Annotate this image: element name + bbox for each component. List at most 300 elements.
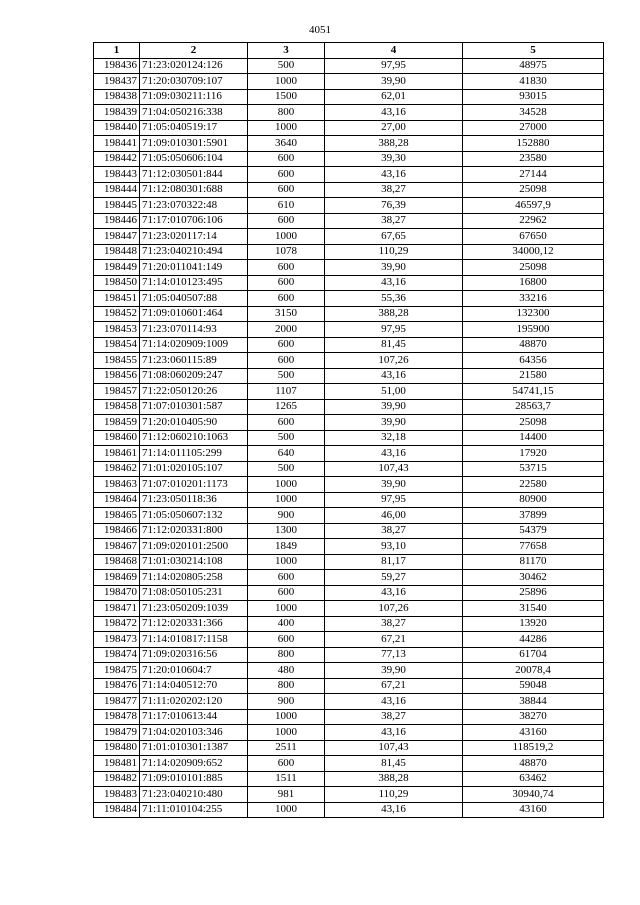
area-cell: 1107 bbox=[248, 384, 325, 400]
rate-cell: 59,27 bbox=[325, 570, 463, 586]
rate-cell: 39,90 bbox=[325, 663, 463, 679]
area-cell: 1000 bbox=[248, 709, 325, 725]
cadastral-number-cell: 71:04:020103:346 bbox=[140, 725, 248, 741]
cadastral-number-cell: 71:09:030211:116 bbox=[140, 89, 248, 105]
table-row bbox=[94, 709, 604, 725]
rate-cell: 97,95 bbox=[325, 58, 463, 74]
table-row bbox=[94, 74, 604, 90]
area-cell: 1000 bbox=[248, 601, 325, 617]
value-cell: 27144 bbox=[463, 167, 604, 183]
cadastral-number-cell: 71:22:050120:26 bbox=[140, 384, 248, 400]
value-cell: 80900 bbox=[463, 492, 604, 508]
row-number-cell: 198482 bbox=[94, 771, 140, 787]
row-number-cell: 198454 bbox=[94, 337, 140, 353]
area-cell: 610 bbox=[248, 198, 325, 214]
table-row bbox=[94, 601, 604, 617]
table-row bbox=[94, 740, 604, 756]
cadastral-number-cell: 71:04:050216:338 bbox=[140, 105, 248, 121]
table-row bbox=[94, 570, 604, 586]
table-row bbox=[94, 229, 604, 245]
area-cell: 1000 bbox=[248, 554, 325, 570]
cadastral-number-cell: 71:12:080301:688 bbox=[140, 182, 248, 198]
cadastral-number-cell: 71:23:020117:14 bbox=[140, 229, 248, 245]
value-cell: 16800 bbox=[463, 275, 604, 291]
area-cell: 600 bbox=[248, 275, 325, 291]
row-number-cell: 198448 bbox=[94, 244, 140, 260]
row-number-cell: 198453 bbox=[94, 322, 140, 338]
value-cell: 118519,2 bbox=[463, 740, 604, 756]
row-number-cell: 198443 bbox=[94, 167, 140, 183]
area-cell: 1265 bbox=[248, 399, 325, 415]
row-number-cell: 198468 bbox=[94, 554, 140, 570]
cadastral-number-cell: 71:05:050606:104 bbox=[140, 151, 248, 167]
row-number-cell: 198463 bbox=[94, 477, 140, 493]
area-cell: 1849 bbox=[248, 539, 325, 555]
rate-cell: 55,36 bbox=[325, 291, 463, 307]
row-number-cell: 198467 bbox=[94, 539, 140, 555]
cadastral-number-cell: 71:05:050607:132 bbox=[140, 508, 248, 524]
rate-cell: 39,90 bbox=[325, 260, 463, 276]
rate-cell: 27,00 bbox=[325, 120, 463, 136]
table-row bbox=[94, 58, 604, 74]
cadastral-number-cell: 71:14:010817:1158 bbox=[140, 632, 248, 648]
cadastral-number-cell: 71:12:020331:800 bbox=[140, 523, 248, 539]
value-cell: 195900 bbox=[463, 322, 604, 338]
column-header: 5 bbox=[463, 43, 604, 59]
value-cell: 59048 bbox=[463, 678, 604, 694]
cadastral-number-cell: 71:23:070114:93 bbox=[140, 322, 248, 338]
rate-cell: 62,01 bbox=[325, 89, 463, 105]
value-cell: 25896 bbox=[463, 585, 604, 601]
area-cell: 600 bbox=[248, 415, 325, 431]
row-number-cell: 198483 bbox=[94, 787, 140, 803]
table-row bbox=[94, 89, 604, 105]
table-row bbox=[94, 182, 604, 198]
rate-cell: 46,00 bbox=[325, 508, 463, 524]
table-row bbox=[94, 694, 604, 710]
table-row bbox=[94, 663, 604, 679]
area-cell: 400 bbox=[248, 616, 325, 632]
table-row bbox=[94, 461, 604, 477]
rate-cell: 43,16 bbox=[325, 368, 463, 384]
table-row bbox=[94, 136, 604, 152]
cadastral-number-cell: 71:07:010301:587 bbox=[140, 399, 248, 415]
table-row bbox=[94, 275, 604, 291]
cadastral-number-cell: 71:09:010301:5901 bbox=[140, 136, 248, 152]
row-number-cell: 198480 bbox=[94, 740, 140, 756]
area-cell: 900 bbox=[248, 694, 325, 710]
row-number-cell: 198450 bbox=[94, 275, 140, 291]
cadastral-number-cell: 71:14:020909:1009 bbox=[140, 337, 248, 353]
cadastral-number-cell: 71:23:040210:480 bbox=[140, 787, 248, 803]
row-number-cell: 198445 bbox=[94, 198, 140, 214]
rate-cell: 43,16 bbox=[325, 105, 463, 121]
row-number-cell: 198456 bbox=[94, 368, 140, 384]
value-cell: 63462 bbox=[463, 771, 604, 787]
value-cell: 20078,4 bbox=[463, 663, 604, 679]
row-number-cell: 198474 bbox=[94, 647, 140, 663]
row-number-cell: 198451 bbox=[94, 291, 140, 307]
rate-cell: 388,28 bbox=[325, 306, 463, 322]
row-number-cell: 198470 bbox=[94, 585, 140, 601]
area-cell: 1000 bbox=[248, 725, 325, 741]
value-cell: 54379 bbox=[463, 523, 604, 539]
area-cell: 800 bbox=[248, 678, 325, 694]
rate-cell: 38,27 bbox=[325, 213, 463, 229]
table-row bbox=[94, 585, 604, 601]
table-row bbox=[94, 802, 604, 818]
rate-cell: 110,29 bbox=[325, 787, 463, 803]
table-row bbox=[94, 384, 604, 400]
cadastral-number-cell: 71:12:030501:844 bbox=[140, 167, 248, 183]
value-cell: 34000,12 bbox=[463, 244, 604, 260]
table-row bbox=[94, 322, 604, 338]
table-row bbox=[94, 120, 604, 136]
table-row bbox=[94, 105, 604, 121]
table-row bbox=[94, 446, 604, 462]
row-number-cell: 198436 bbox=[94, 58, 140, 74]
area-cell: 900 bbox=[248, 508, 325, 524]
value-cell: 30462 bbox=[463, 570, 604, 586]
table-row bbox=[94, 353, 604, 369]
row-number-cell: 198439 bbox=[94, 105, 140, 121]
area-cell: 981 bbox=[248, 787, 325, 803]
row-number-cell: 198442 bbox=[94, 151, 140, 167]
area-cell: 1500 bbox=[248, 89, 325, 105]
row-number-cell: 198464 bbox=[94, 492, 140, 508]
value-cell: 46597,9 bbox=[463, 198, 604, 214]
cadastral-number-cell: 71:08:050105:231 bbox=[140, 585, 248, 601]
cadastral-number-cell: 71:01:010301:1387 bbox=[140, 740, 248, 756]
cadastral-number-cell: 71:07:010201:1173 bbox=[140, 477, 248, 493]
table-row bbox=[94, 430, 604, 446]
area-cell: 2000 bbox=[248, 322, 325, 338]
table-row bbox=[94, 198, 604, 214]
table-row bbox=[94, 306, 604, 322]
table-row bbox=[94, 771, 604, 787]
value-cell: 25098 bbox=[463, 182, 604, 198]
row-number-cell: 198477 bbox=[94, 694, 140, 710]
table-row bbox=[94, 647, 604, 663]
row-number-cell: 198459 bbox=[94, 415, 140, 431]
row-number-cell: 198484 bbox=[94, 802, 140, 818]
value-cell: 28563,7 bbox=[463, 399, 604, 415]
row-number-cell: 198446 bbox=[94, 213, 140, 229]
area-cell: 1300 bbox=[248, 523, 325, 539]
row-number-cell: 198471 bbox=[94, 601, 140, 617]
value-cell: 22962 bbox=[463, 213, 604, 229]
rate-cell: 39,90 bbox=[325, 477, 463, 493]
area-cell: 600 bbox=[248, 167, 325, 183]
rate-cell: 67,21 bbox=[325, 678, 463, 694]
page-number: 4051 bbox=[309, 24, 331, 36]
rate-cell: 93,10 bbox=[325, 539, 463, 555]
cadastral-number-cell: 71:11:010104:255 bbox=[140, 802, 248, 818]
row-number-cell: 198440 bbox=[94, 120, 140, 136]
area-cell: 1078 bbox=[248, 244, 325, 260]
area-cell: 800 bbox=[248, 105, 325, 121]
row-number-cell: 198461 bbox=[94, 446, 140, 462]
area-cell: 600 bbox=[248, 756, 325, 772]
cadastral-number-cell: 71:11:020202:120 bbox=[140, 694, 248, 710]
row-number-cell: 198469 bbox=[94, 570, 140, 586]
cadastral-number-cell: 71:17:010706:106 bbox=[140, 213, 248, 229]
table-row bbox=[94, 787, 604, 803]
table-row bbox=[94, 337, 604, 353]
value-cell: 43160 bbox=[463, 725, 604, 741]
rate-cell: 39,90 bbox=[325, 415, 463, 431]
cadastral-number-cell: 71:08:060209:247 bbox=[140, 368, 248, 384]
value-cell: 30940,74 bbox=[463, 787, 604, 803]
table-row bbox=[94, 725, 604, 741]
rate-cell: 38,27 bbox=[325, 709, 463, 725]
value-cell: 14400 bbox=[463, 430, 604, 446]
rate-cell: 388,28 bbox=[325, 771, 463, 787]
value-cell: 17920 bbox=[463, 446, 604, 462]
rate-cell: 97,95 bbox=[325, 492, 463, 508]
header-row bbox=[94, 43, 604, 59]
table-row bbox=[94, 415, 604, 431]
area-cell: 3150 bbox=[248, 306, 325, 322]
value-cell: 93015 bbox=[463, 89, 604, 105]
area-cell: 1000 bbox=[248, 74, 325, 90]
table-row bbox=[94, 244, 604, 260]
rate-cell: 43,16 bbox=[325, 275, 463, 291]
rate-cell: 110,29 bbox=[325, 244, 463, 260]
area-cell: 1000 bbox=[248, 229, 325, 245]
table-row bbox=[94, 492, 604, 508]
value-cell: 53715 bbox=[463, 461, 604, 477]
row-number-cell: 198437 bbox=[94, 74, 140, 90]
cadastral-number-cell: 71:14:020805:258 bbox=[140, 570, 248, 586]
value-cell: 43160 bbox=[463, 802, 604, 818]
value-cell: 27000 bbox=[463, 120, 604, 136]
rate-cell: 76,39 bbox=[325, 198, 463, 214]
table-row bbox=[94, 151, 604, 167]
value-cell: 25098 bbox=[463, 415, 604, 431]
value-cell: 48870 bbox=[463, 756, 604, 772]
area-cell: 600 bbox=[248, 213, 325, 229]
value-cell: 38270 bbox=[463, 709, 604, 725]
cadastral-number-cell: 71:09:010601:464 bbox=[140, 306, 248, 322]
table-body bbox=[94, 58, 604, 818]
rate-cell: 38,27 bbox=[325, 182, 463, 198]
area-cell: 500 bbox=[248, 461, 325, 477]
table-row bbox=[94, 477, 604, 493]
rate-cell: 43,16 bbox=[325, 167, 463, 183]
value-cell: 37899 bbox=[463, 508, 604, 524]
area-cell: 640 bbox=[248, 446, 325, 462]
row-number-cell: 198458 bbox=[94, 399, 140, 415]
rate-cell: 388,28 bbox=[325, 136, 463, 152]
rate-cell: 107,26 bbox=[325, 601, 463, 617]
table-row bbox=[94, 291, 604, 307]
row-number-cell: 198476 bbox=[94, 678, 140, 694]
cadastral-number-cell: 71:12:060210:1063 bbox=[140, 430, 248, 446]
data-table bbox=[93, 42, 604, 818]
row-number-cell: 198452 bbox=[94, 306, 140, 322]
cadastral-number-cell: 71:23:040210:494 bbox=[140, 244, 248, 260]
value-cell: 22580 bbox=[463, 477, 604, 493]
rate-cell: 39,90 bbox=[325, 399, 463, 415]
value-cell: 21580 bbox=[463, 368, 604, 384]
row-number-cell: 198475 bbox=[94, 663, 140, 679]
area-cell: 500 bbox=[248, 58, 325, 74]
area-cell: 600 bbox=[248, 632, 325, 648]
row-number-cell: 198449 bbox=[94, 260, 140, 276]
column-header: 2 bbox=[140, 43, 248, 59]
area-cell: 1511 bbox=[248, 771, 325, 787]
row-number-cell: 198457 bbox=[94, 384, 140, 400]
rate-cell: 43,16 bbox=[325, 802, 463, 818]
area-cell: 800 bbox=[248, 647, 325, 663]
area-cell: 600 bbox=[248, 260, 325, 276]
table-row bbox=[94, 616, 604, 632]
cadastral-number-cell: 71:14:011105:299 bbox=[140, 446, 248, 462]
row-number-cell: 198438 bbox=[94, 89, 140, 105]
rate-cell: 39,30 bbox=[325, 151, 463, 167]
rate-cell: 51,00 bbox=[325, 384, 463, 400]
area-cell: 600 bbox=[248, 182, 325, 198]
row-number-cell: 198478 bbox=[94, 709, 140, 725]
value-cell: 13920 bbox=[463, 616, 604, 632]
rate-cell: 43,16 bbox=[325, 446, 463, 462]
cadastral-number-cell: 71:23:050209:1039 bbox=[140, 601, 248, 617]
table-row bbox=[94, 756, 604, 772]
cadastral-number-cell: 71:17:010613:44 bbox=[140, 709, 248, 725]
cadastral-number-cell: 71:20:010604:7 bbox=[140, 663, 248, 679]
rate-cell: 38,27 bbox=[325, 523, 463, 539]
cadastral-number-cell: 71:01:020105:107 bbox=[140, 461, 248, 477]
table-row bbox=[94, 554, 604, 570]
area-cell: 2511 bbox=[248, 740, 325, 756]
cadastral-number-cell: 71:20:030709:107 bbox=[140, 74, 248, 90]
cadastral-number-cell: 71:05:040507:88 bbox=[140, 291, 248, 307]
rate-cell: 67,21 bbox=[325, 632, 463, 648]
value-cell: 54741,15 bbox=[463, 384, 604, 400]
cadastral-number-cell: 71:09:020316:56 bbox=[140, 647, 248, 663]
column-header: 1 bbox=[94, 43, 140, 59]
row-number-cell: 198473 bbox=[94, 632, 140, 648]
value-cell: 31540 bbox=[463, 601, 604, 617]
value-cell: 41830 bbox=[463, 74, 604, 90]
cadastral-number-cell: 71:12:020331:366 bbox=[140, 616, 248, 632]
cadastral-number-cell: 71:23:020124:126 bbox=[140, 58, 248, 74]
rate-cell: 77,13 bbox=[325, 647, 463, 663]
cadastral-number-cell: 71:20:010405:90 bbox=[140, 415, 248, 431]
cadastral-number-cell: 71:09:010101:885 bbox=[140, 771, 248, 787]
area-cell: 1000 bbox=[248, 120, 325, 136]
area-cell: 500 bbox=[248, 430, 325, 446]
row-number-cell: 198479 bbox=[94, 725, 140, 741]
cadastral-number-cell: 71:09:020101:2500 bbox=[140, 539, 248, 555]
rate-cell: 43,16 bbox=[325, 725, 463, 741]
value-cell: 48975 bbox=[463, 58, 604, 74]
area-cell: 600 bbox=[248, 151, 325, 167]
value-cell: 38844 bbox=[463, 694, 604, 710]
value-cell: 81170 bbox=[463, 554, 604, 570]
cadastral-number-cell: 71:23:070322:48 bbox=[140, 198, 248, 214]
area-cell: 600 bbox=[248, 353, 325, 369]
rate-cell: 43,16 bbox=[325, 585, 463, 601]
cadastral-number-cell: 71:14:040512:70 bbox=[140, 678, 248, 694]
table-row bbox=[94, 523, 604, 539]
cadastral-number-cell: 71:20:011041:149 bbox=[140, 260, 248, 276]
value-cell: 33216 bbox=[463, 291, 604, 307]
rate-cell: 32,18 bbox=[325, 430, 463, 446]
table-row bbox=[94, 678, 604, 694]
value-cell: 25098 bbox=[463, 260, 604, 276]
rate-cell: 39,90 bbox=[325, 74, 463, 90]
area-cell: 1000 bbox=[248, 492, 325, 508]
area-cell: 500 bbox=[248, 368, 325, 384]
table-row bbox=[94, 632, 604, 648]
value-cell: 23580 bbox=[463, 151, 604, 167]
row-number-cell: 198462 bbox=[94, 461, 140, 477]
row-number-cell: 198481 bbox=[94, 756, 140, 772]
area-cell: 1000 bbox=[248, 802, 325, 818]
table-row bbox=[94, 539, 604, 555]
table-row bbox=[94, 167, 604, 183]
rate-cell: 43,16 bbox=[325, 694, 463, 710]
row-number-cell: 198444 bbox=[94, 182, 140, 198]
rate-cell: 81,45 bbox=[325, 756, 463, 772]
value-cell: 44286 bbox=[463, 632, 604, 648]
area-cell: 600 bbox=[248, 291, 325, 307]
table-row bbox=[94, 399, 604, 415]
rate-cell: 81,45 bbox=[325, 337, 463, 353]
value-cell: 132300 bbox=[463, 306, 604, 322]
row-number-cell: 198441 bbox=[94, 136, 140, 152]
row-number-cell: 198466 bbox=[94, 523, 140, 539]
row-number-cell: 198465 bbox=[94, 508, 140, 524]
column-header: 3 bbox=[248, 43, 325, 59]
cadastral-number-cell: 71:05:040519:17 bbox=[140, 120, 248, 136]
value-cell: 34528 bbox=[463, 105, 604, 121]
table-row bbox=[94, 260, 604, 276]
rate-cell: 107,43 bbox=[325, 740, 463, 756]
rate-cell: 38,27 bbox=[325, 616, 463, 632]
rate-cell: 97,95 bbox=[325, 322, 463, 338]
cadastral-number-cell: 71:14:020909:652 bbox=[140, 756, 248, 772]
column-header: 4 bbox=[325, 43, 463, 59]
value-cell: 48870 bbox=[463, 337, 604, 353]
row-number-cell: 198472 bbox=[94, 616, 140, 632]
rate-cell: 81,17 bbox=[325, 554, 463, 570]
value-cell: 64356 bbox=[463, 353, 604, 369]
area-cell: 600 bbox=[248, 570, 325, 586]
value-cell: 77658 bbox=[463, 539, 604, 555]
table-row bbox=[94, 508, 604, 524]
rate-cell: 107,26 bbox=[325, 353, 463, 369]
area-cell: 600 bbox=[248, 585, 325, 601]
area-cell: 600 bbox=[248, 337, 325, 353]
value-cell: 61704 bbox=[463, 647, 604, 663]
cadastral-number-cell: 71:23:060115:89 bbox=[140, 353, 248, 369]
row-number-cell: 198455 bbox=[94, 353, 140, 369]
row-number-cell: 198447 bbox=[94, 229, 140, 245]
row-number-cell: 198460 bbox=[94, 430, 140, 446]
cadastral-number-cell: 71:01:030214:108 bbox=[140, 554, 248, 570]
value-cell: 67650 bbox=[463, 229, 604, 245]
area-cell: 480 bbox=[248, 663, 325, 679]
area-cell: 3640 bbox=[248, 136, 325, 152]
table-row bbox=[94, 213, 604, 229]
rate-cell: 67,65 bbox=[325, 229, 463, 245]
rate-cell: 107,43 bbox=[325, 461, 463, 477]
table-row bbox=[94, 368, 604, 384]
cadastral-number-cell: 71:14:010123:495 bbox=[140, 275, 248, 291]
